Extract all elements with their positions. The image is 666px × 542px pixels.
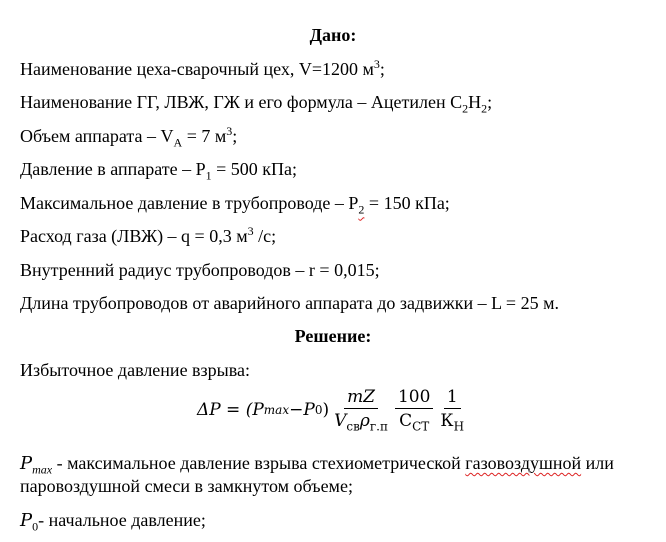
definition-p0: $P_0-$ начальное давление; [20,510,206,534]
given-gas-flow: Расход газа (ЛВЖ) – q = 0,3 $м^3$ /с; [20,224,277,246]
heading-solution: Решение: [294,326,372,346]
fraction-100: $\frac{100}{C_{СТ}}$ [395,387,433,432]
solution-intro: Избыточное давление взрыва: [20,360,251,380]
given-workshop: Наименование цеха-сварочный цех, V=1200 $м^3$; [20,57,385,79]
given-radius: Внутренний радиус трубопроводов – r = 0,015; [20,260,380,280]
definition-pmax: $P_{max}$ - максимальное давление взрыва стехиометрической газовоздушной или [20,453,614,477]
given-substance: Наименование ГГ, ЛВЖ, ГЖ и его формула – Ацетилен $C_2H_2$; [20,92,493,116]
fraction-one: $\frac{1}{К_Н}$ [440,387,465,434]
definition-pmax-cont: паровоздушной смеси в замкнутом объеме; [20,476,353,496]
overpressure-formula: ΔP = ( P max − P 0 ) $\frac{mZ}{V_{св}\rho_{г.п}}$ $\frac{100}{C_{СТ}}$ $\frac{1}{К_Н}$ [0,387,666,432]
given-length: Длина трубопроводов от аварийного аппарата до задвижки – L = 25 м. [20,293,559,313]
heading-given: Дано: [309,25,357,45]
given-pressure-pipeline: Максимальное давление в трубопроводе – $P_2 = 150$ кПа; [20,193,450,217]
given-volume: Объем аппарата – $V_A = 7$ $м^3$; [20,124,238,150]
fraction-mz: $\frac{mZ}{V_{св}\rho_{г.п}}$ [334,387,388,434]
given-pressure-apparatus: Давление в аппарате – $P_1 = 500$ кПа; [20,159,298,183]
